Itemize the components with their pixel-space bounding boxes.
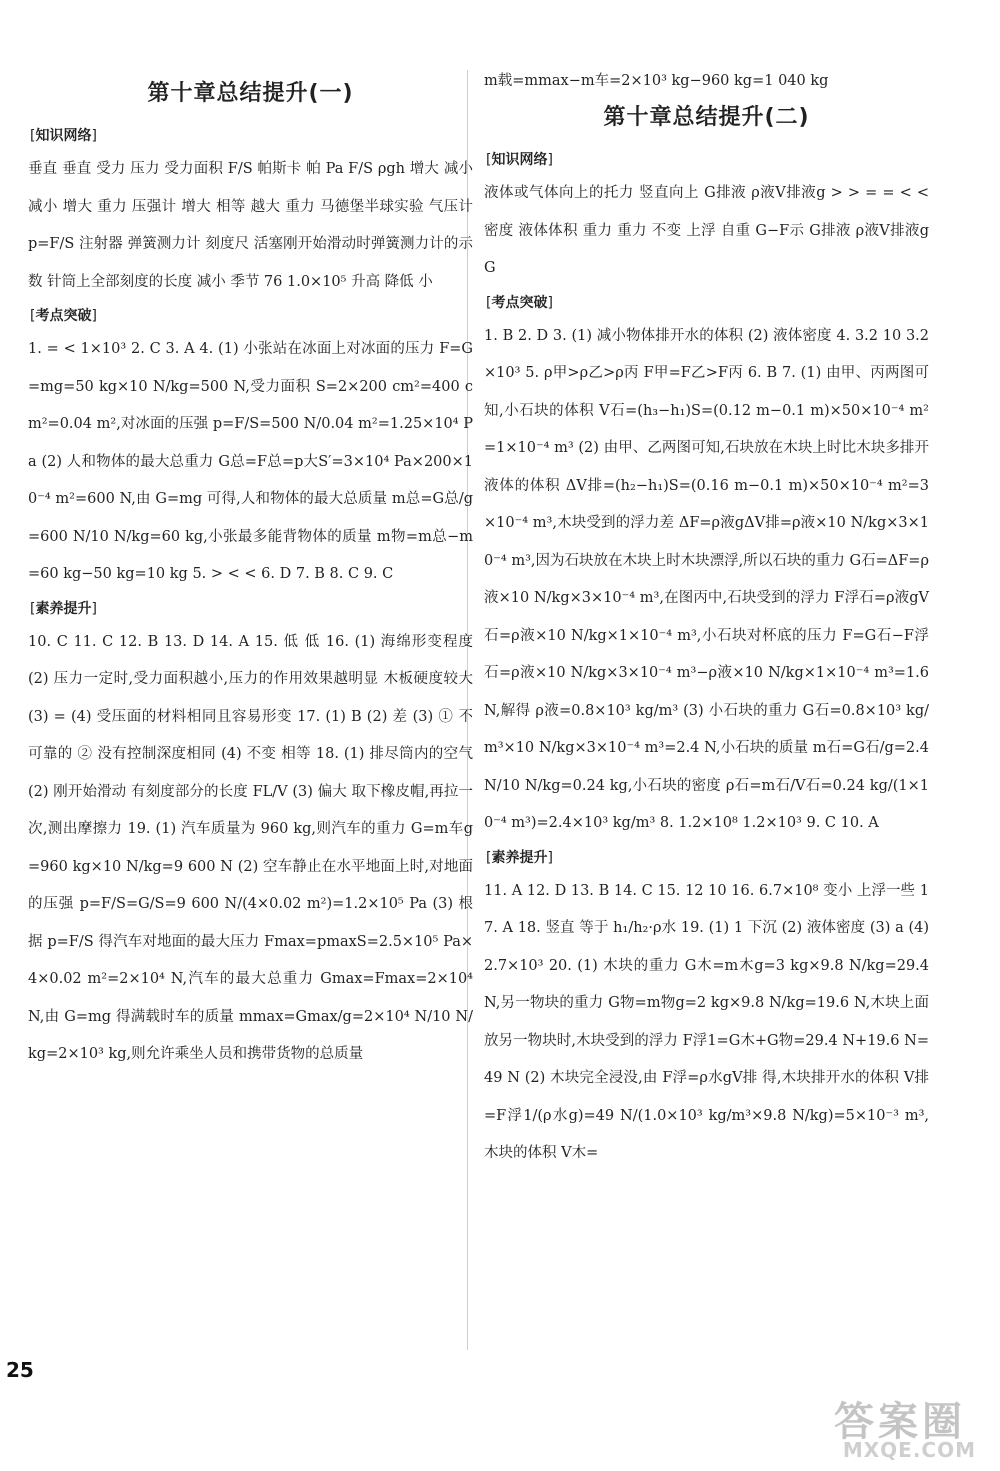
- watermark-url: MXQE.COM: [842, 1438, 976, 1462]
- watermark-logo: 答案圈: [834, 1399, 966, 1445]
- watermark: [756, 1390, 986, 1468]
- right-continued-line: m载=mmax−m车=2×10³ kg−960 kg=1 040 kg: [484, 73, 829, 89]
- right-section-knowledge-network: [ 知识网络 ]: [484, 149, 555, 169]
- right-section-literacy: [ 素养提升 ]: [484, 847, 555, 867]
- page-number: 25: [6, 1358, 34, 1382]
- left-column: [28, 70, 473, 1074]
- right-literacy-text: 11. A 12. D 13. B 14. C 15. 12 10 16. 6.7×10⁸ 变小 上浮一些 17. A 18. 竖直 等于 h₁/h₂·ρ水 19. (1) 1 下沉 (2) 液体密度 (3) a (4) 2.7×10³ 20. (1) 木块的重力 G木=m木g=3 kg×9.8 N/kg=29.4 N,另一物块的重力 G物=m物g=2 kg×9.8 N/kg=19.6 N,木块上面放另一物块时,木块受到的浮力 F浮1=G木+G物=29.4 N+19.6 N=49 N (2) 木块完全浸没,由 F浮=ρ水gV排 得,木块排开水的体积 V排=F浮1/(ρ水g)=49 N/(1.0×10³ kg/m³×9.8 N/kg)=5×10⁻³ m³,木块的体积 V木=: [484, 882, 929, 1161]
- left-knowledge-network-text: 垂直 垂直 受力 压力 受力面积 F/S 帕斯卡 帕 Pa F/S ρgh 增大 减小 减小 增大 重力 压强计 增大 相等 越大 重力 马德堡半球实验 气压计 p=F/S 注射器 弹簧测力计 刻度尺 活塞刚开始滑动时弹簧测力计的示数 针筒上全部刻度的长度 减小 季节 76 1.0×10⁵ 升高 降低 小: [28, 161, 473, 290]
- right-knowledge-network-text: 液体或气体向上的托力 竖直向上 G排液 ρ液V排液g > > = = < < 密度 液体体积 重力 重力 不变 上浮 自重 G−F示 G排液 ρ液V排液g G: [484, 185, 929, 276]
- left-key-points-text: 1. = < 1×10³ 2. C 3. A 4. (1) 小张站在冰面上对冰面的压力 F=G=mg=50 kg×10 N/kg=500 N,受力面积 S=2×200 cm²=400 cm²=0.04 m²,对冰面的压强 p=F/S=500 N/0.04 m²=1.25×10⁴ Pa (2) 人和物体的最大总重力 G总=F总=p大S′=3×10⁴ Pa×200×10⁻⁴ m²=600 N,由 G=mg 可得,人和物体的最大总质量 m总=G总/g=600 N/10 N/kg=60 kg,小张最多能背物体的质量 m物=m总−m=60 kg−50 kg=10 kg 5. > < < 6. D 7. B 8. C 9. C: [28, 341, 473, 582]
- left-title: 第十章总结提升(一): [147, 81, 354, 106]
- right-column: [484, 68, 929, 1173]
- left-section-knowledge-network: [ 知识网络 ]: [28, 125, 99, 145]
- right-key-points-text: 1. B 2. D 3. (1) 减小物体排开水的体积 (2) 液体密度 4. 3.2 10 3.2×10³ 5. ρ甲>ρ乙>ρ丙 F甲=F乙>F丙 6. B 7. (1) 由甲、丙两图可知,小石块的体积 V石=(h₃−h₁)S=(0.12 m−0.1 m)×50×10⁻⁴ m²=1×10⁻⁴ m³ (2) 由甲、乙两图可知,石块放在木块上时比木块多排开液体的体积 ΔV排=(h₂−h₁)S=(0.16 m−0.1 m)×50×10⁻⁴ m²=3×10⁻⁴ m³,木块受到的浮力差 ΔF=ρ液gΔV排=ρ液×10 N/kg×3×10⁻⁴ m³,因为石块放在木块上时木块漂浮,所以石块的重力 G石=ΔF=ρ液×10 N/kg×3×10⁻⁴ m³,在图丙中,石块受到的浮力 F浮石=ρ液gV石=ρ液×10 N/kg×1×10⁻⁴ m³,小石块对杯底的压力 F=G石−F浮石=ρ液×10 N/kg×3×10⁻⁴ m³−ρ液×10 N/kg×1×10⁻⁴ m³=1.6 N,解得 ρ液=0.8×10³ kg/m³ (3) 小石块的重力 G石=0.8×10³ kg/m³×10 N/kg×3×10⁻⁴ m³=2.4 N,小石块的质量 m石=G石/g=2.4 N/10 N/kg=0.24 kg,小石块的密度 ρ石=m石/V石=0.24 kg/(1×10⁻⁴ m³)=2.4×10³ kg/m³ 8. 1.2×10⁸ 1.2×10³ 9. C 10. A: [484, 327, 929, 831]
- left-section-key-points: [ 考点突破 ]: [28, 305, 99, 325]
- left-section-literacy: [ 素养提升 ]: [28, 598, 99, 618]
- right-section-key-points: [ 考点突破 ]: [484, 292, 555, 312]
- left-literacy-text: 10. C 11. C 12. B 13. D 14. A 15. 低 低 16. (1) 海绵形变程度 (2) 压力一定时,受力面积越小,压力的作用效果越明显 木板硬度较大 (3) = (4) 受压面的材料相同且容易形变 17. (1) B (2) 差 (3) ① 不可靠的 ② 没有控制深度相同 (4) 不变 相等 18. (1) 排尽筒内的空气 (2) 刚开始滑动 有刻度部分的长度 FL/V (3) 偏大 取下橡皮帽,再拉一次,测出摩擦力 19. (1) 汽车质量为 960 kg,则汽车的重力 G=m车g=960 kg×10 N/kg=9 600 N (2) 空车静止在水平地面上时,对地面的压强 p=F/S=G/S=9 600 N/(4×0.02 m²)=1.2×10⁵ Pa (3) 根据 p=F/S 得汽车对地面的最大压力 Fmax=pmaxS=2.5×10⁵ Pa×4×0.02 m²=2×10⁴ N,汽车的最大总重力 Gmax=Fmax=2×10⁴ N,由 G=mg 得满载时车的质量 mmax=Gmax/g=2×10⁴ N/10 N/kg=2×10³ kg,则允许乘坐人员和携带货物的总质量: [28, 633, 473, 1062]
- right-title: 第十章总结提升(二): [603, 105, 810, 130]
